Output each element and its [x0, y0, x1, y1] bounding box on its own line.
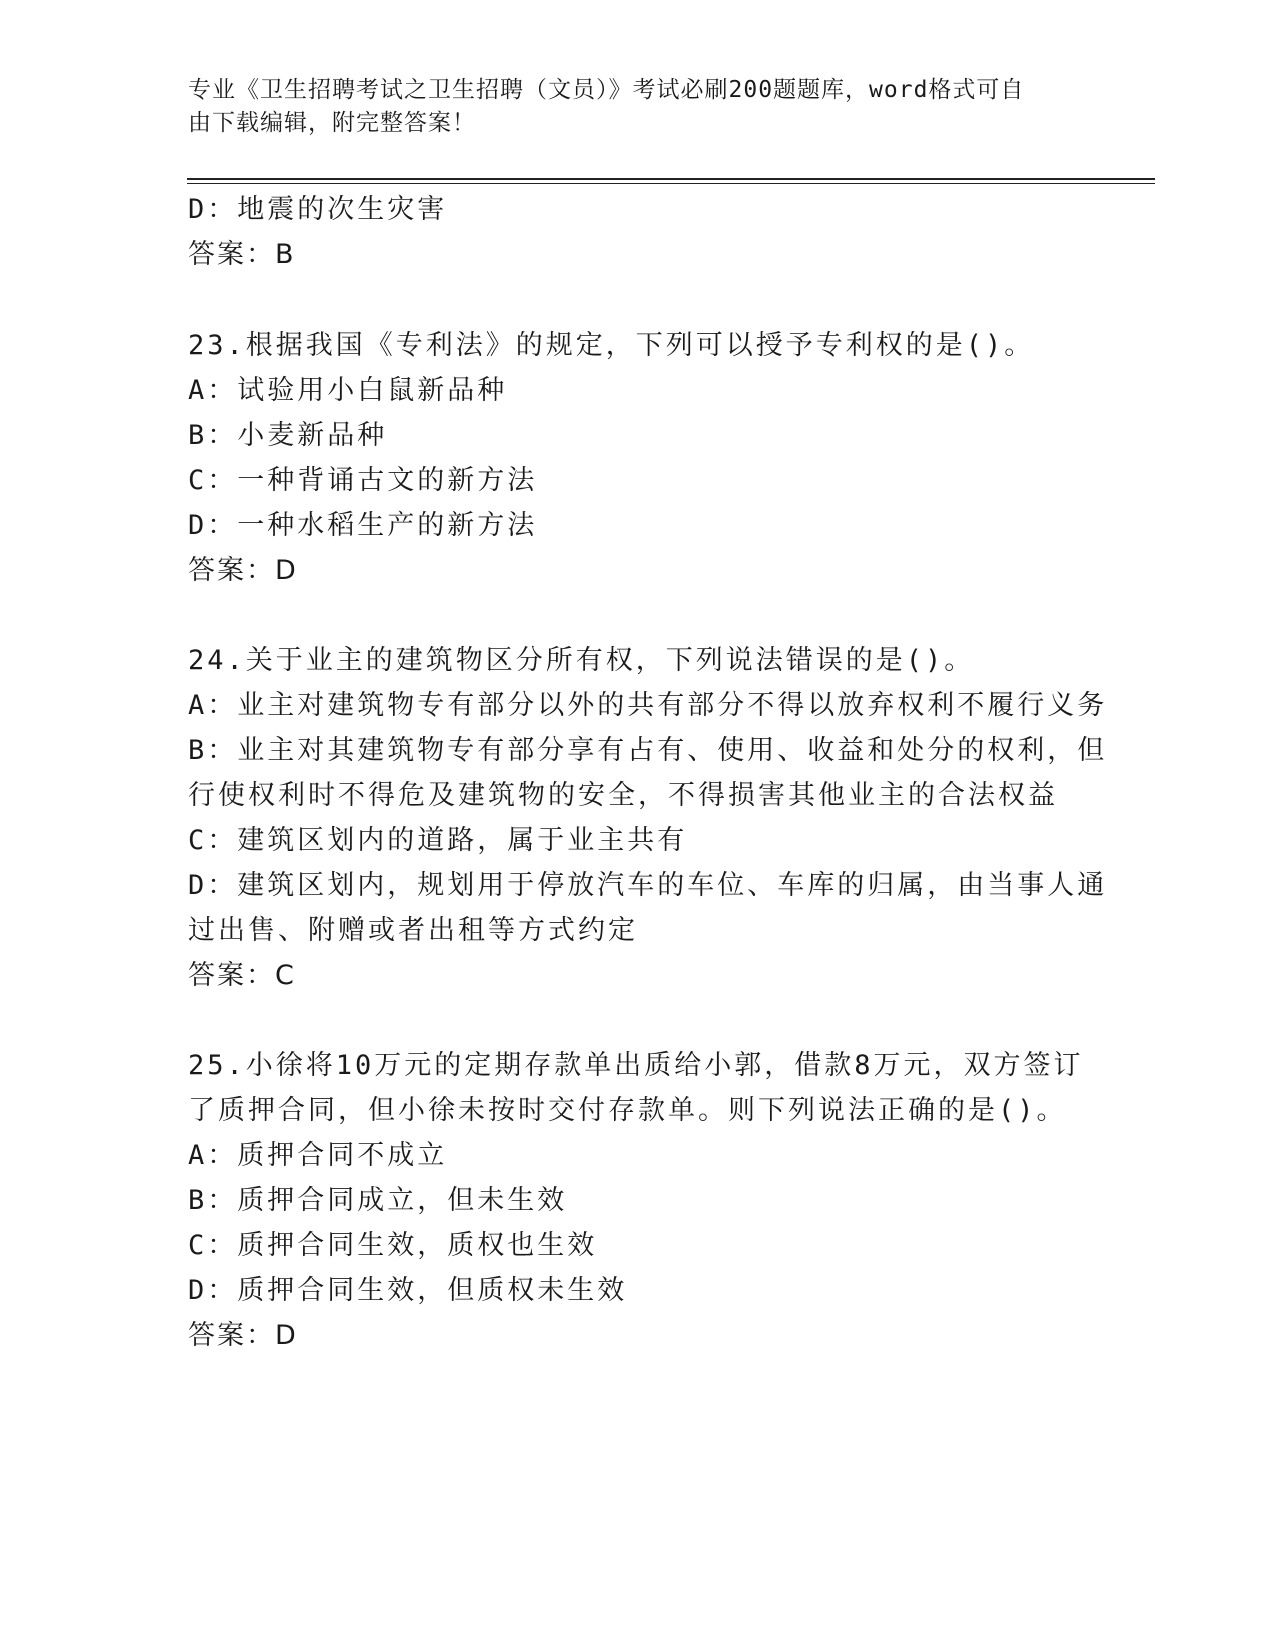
q24-option-b-line-2: 行使权利时不得危及建筑物的安全，不得损害其他业主的合法权益: [188, 780, 1058, 811]
q25-option-a: A：质押合同不成立: [188, 1140, 448, 1171]
q24-option-d-line-1: D：建筑区划内，规划用于停放汽车的车位、车库的归属，由当事人通: [188, 870, 1108, 901]
q25-answer: 答案：D: [188, 1320, 298, 1351]
q23-option-d: D：一种水稻生产的新方法: [188, 510, 538, 541]
q24-stem: 24.关于业主的建筑物区分所有权，下列说法错误的是()。: [188, 645, 975, 676]
q24-option-b-line-1: B：业主对其建筑物专有部分享有占有、使用、收益和处分的权利，但: [188, 735, 1108, 766]
q24-option-c: C：建筑区划内的道路，属于业主共有: [188, 825, 688, 856]
q25-option-d: D：质押合同生效，但质权未生效: [188, 1275, 628, 1306]
q23-stem: 23.根据我国《专利法》的规定，下列可以授予专利权的是()。: [188, 330, 1035, 361]
page-header: [188, 74, 1068, 140]
header-line-1: 专业《卫生招聘考试之卫生招聘（文员）》考试必刷200题题库，word格式可自: [188, 77, 1025, 103]
q22-answer: 答案：B: [188, 239, 296, 270]
header-line-2: 由下载编辑，附完整答案！: [188, 110, 476, 136]
header-divider-thick: [187, 178, 1155, 180]
q23-option-c: C：一种背诵古文的新方法: [188, 465, 538, 496]
q23-option-b: B：小麦新品种: [188, 420, 388, 451]
q25-option-c: C：质押合同生效，质权也生效: [188, 1230, 598, 1261]
q24-option-a: A：业主对建筑物专有部分以外的共有部分不得以放弃权利不履行义务: [188, 690, 1108, 721]
q23-answer: 答案：D: [188, 555, 298, 586]
header-divider-thin: [187, 183, 1155, 184]
q25-option-b: B：质押合同成立，但未生效: [188, 1185, 568, 1216]
q22-option-d: D：地震的次生灾害: [188, 194, 448, 225]
q25-stem-line-1: 25.小徐将10万元的定期存款单出质给小郭，借款8万元，双方签订: [188, 1050, 1084, 1081]
q24-option-d-line-2: 过出售、附赠或者出租等方式约定: [188, 915, 638, 946]
q24-answer: 答案：C: [188, 960, 296, 991]
q23-option-a: A：试验用小白鼠新品种: [188, 375, 508, 406]
q25-stem-line-2: 了质押合同，但小徐未按时交付存款单。则下列说法正确的是()。: [188, 1095, 1067, 1126]
